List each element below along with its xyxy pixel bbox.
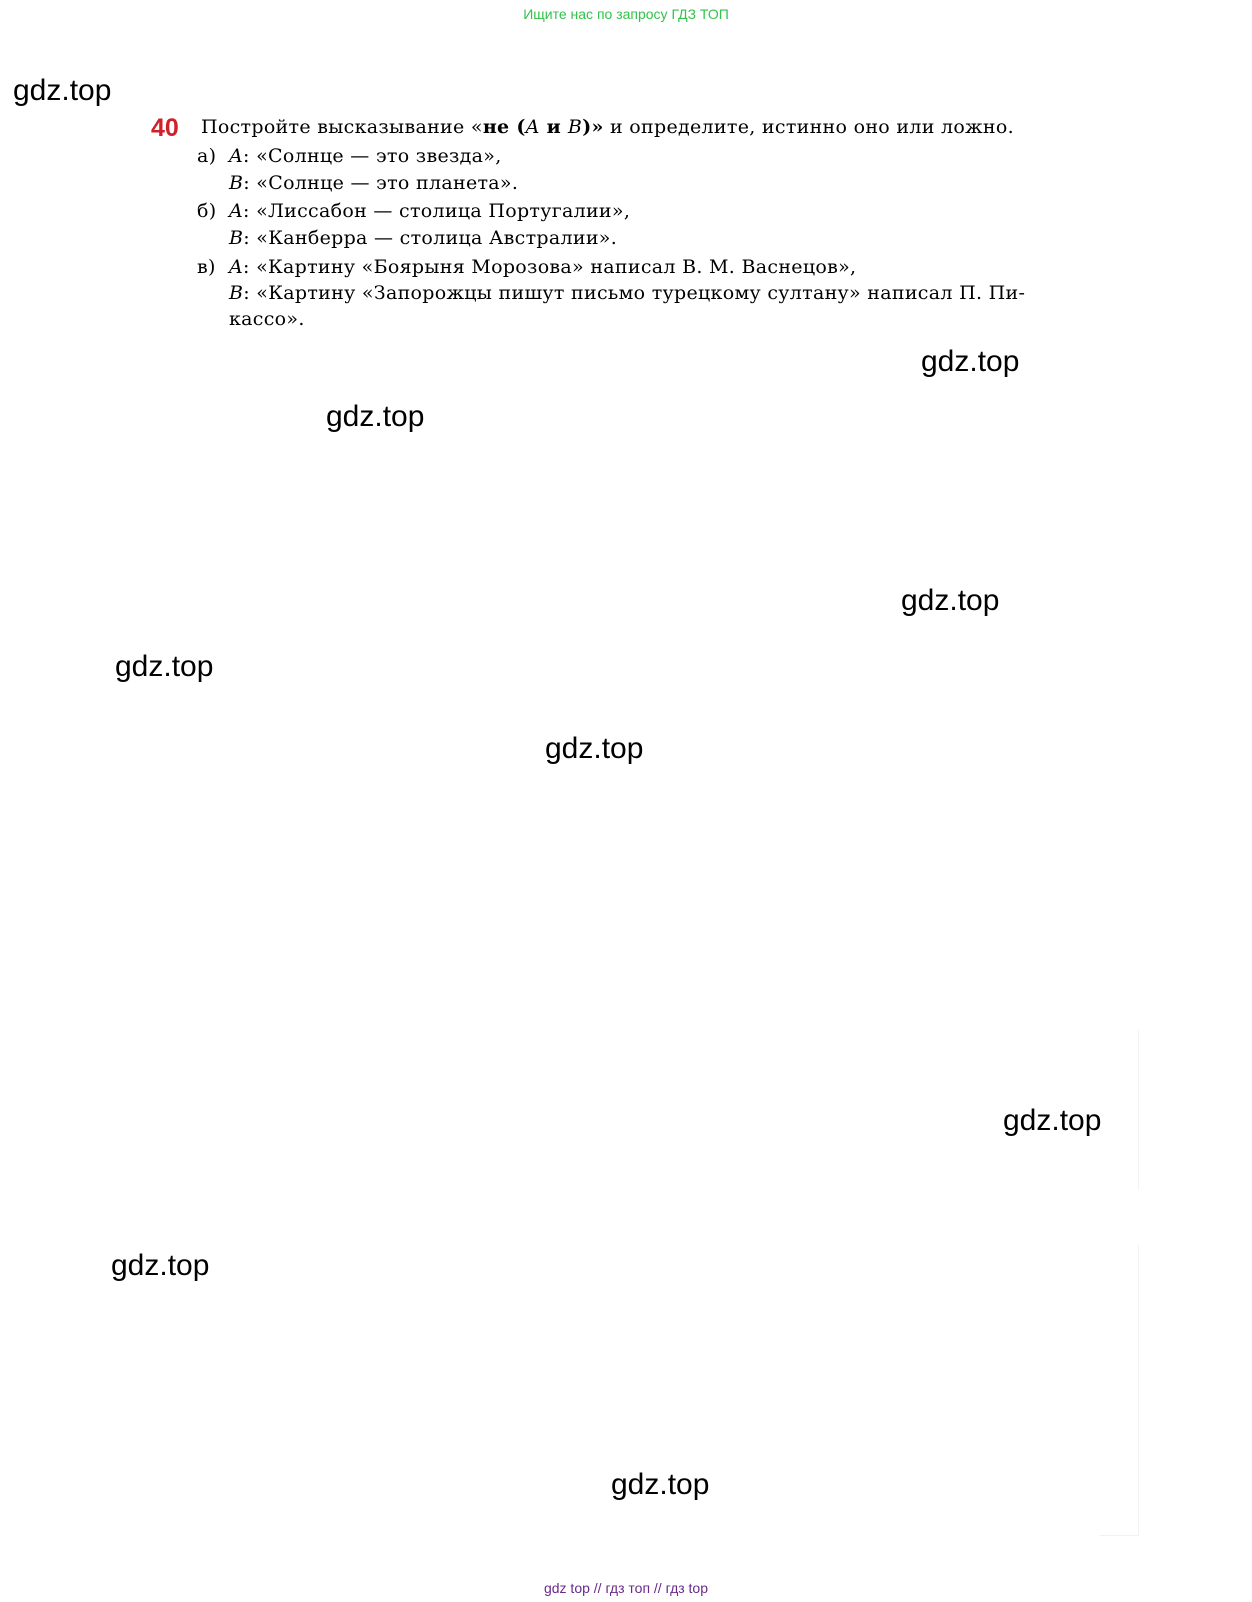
prompt-not: не bbox=[482, 116, 510, 138]
statement-text: : «Лиссабон — столица Португалии», bbox=[243, 200, 631, 222]
statement-var: B bbox=[229, 227, 244, 249]
watermark: gdz.top bbox=[13, 74, 112, 107]
item-b-line-a bbox=[197, 200, 630, 222]
statement-text: : «Канберра — столица Австралии». bbox=[243, 227, 618, 249]
prompt-suffix: и определите, истинно оно или ложно. bbox=[603, 116, 1014, 138]
item-a-line-b bbox=[229, 172, 518, 194]
statement-text: : «Картину «Запорожцы пишут письмо турецкому султану» написал П. Пи- bbox=[243, 282, 1026, 304]
watermark: gdz.top bbox=[611, 1468, 710, 1501]
prompt-and: и bbox=[539, 116, 568, 138]
exercise-number: 40 bbox=[151, 114, 179, 142]
footer-links: gdz top // гдз топ // гдз top bbox=[543, 1580, 709, 1596]
item-c-line-b bbox=[229, 282, 1025, 304]
exercise-prompt bbox=[201, 116, 1014, 138]
top-banner: Ищите нас по запросу ГДЗ ТОП bbox=[523, 6, 729, 22]
item-letter: в) bbox=[197, 256, 216, 278]
watermark: gdz.top bbox=[115, 650, 214, 683]
watermark: gdz.top bbox=[901, 584, 1000, 617]
statement-text: : «Солнце — это планета». bbox=[243, 172, 519, 194]
item-letter: б) bbox=[197, 200, 217, 222]
prompt-open: ( bbox=[509, 116, 526, 138]
prompt-var-b: B bbox=[567, 116, 583, 138]
watermark: gdz.top bbox=[921, 345, 1020, 378]
statement-var: A bbox=[229, 200, 244, 222]
item-letter: а) bbox=[197, 145, 217, 167]
statement-var: A bbox=[229, 256, 244, 278]
prompt-close: )» bbox=[582, 116, 604, 138]
watermark: gdz.top bbox=[111, 1249, 210, 1282]
watermark: gdz.top bbox=[545, 732, 644, 765]
faint-border bbox=[1100, 1245, 1139, 1536]
statement-text: : «Солнце — это звезда», bbox=[243, 145, 502, 167]
prompt-var-a: A bbox=[525, 116, 540, 138]
item-c-line-b-cont bbox=[229, 308, 305, 330]
item-c-line-a bbox=[197, 256, 856, 278]
prompt-prefix: Постройте высказывание « bbox=[201, 116, 483, 138]
item-b-line-b bbox=[229, 227, 617, 249]
statement-var: A bbox=[229, 145, 244, 167]
faint-border bbox=[1100, 1030, 1139, 1190]
statement-var: B bbox=[229, 282, 244, 304]
statement-text: : «Картину «Боярыня Морозова» написал В. М. Васнецов», bbox=[243, 256, 857, 278]
watermark: gdz.top bbox=[1003, 1104, 1102, 1137]
statement-var: B bbox=[229, 172, 244, 194]
watermark: gdz.top bbox=[326, 400, 425, 433]
statement-text: кассо». bbox=[229, 308, 305, 330]
item-a-line-a bbox=[197, 145, 502, 167]
